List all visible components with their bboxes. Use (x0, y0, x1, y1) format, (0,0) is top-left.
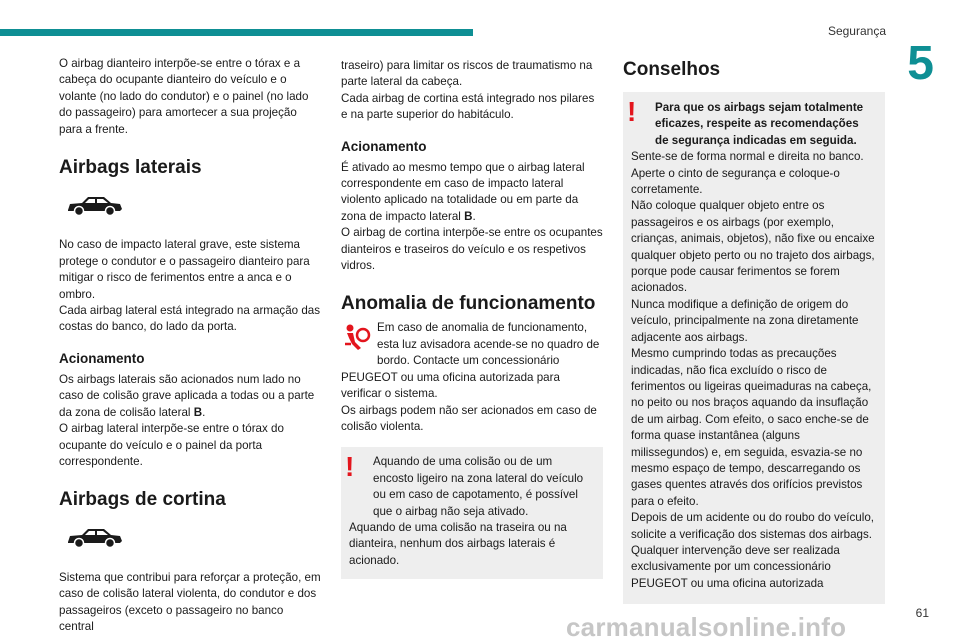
advice-p4: Nunca modifique a definição de origem do veículo, principalmente na zona diretamente adjacente aos airbags. (631, 297, 859, 344)
acionamento-laterais-text-2: O airbag lateral interpõe-se entre o tórax do ocupante do veículo e o painel da porta correspondente. (59, 422, 284, 468)
heading-acionamento-cortina: Acionamento (341, 138, 427, 154)
heading-airbags-laterais: Airbags laterais (59, 157, 202, 179)
heading-airbags-cortina: Airbags de cortina (59, 489, 226, 511)
watermark: carmanualsonline.info (566, 612, 847, 642)
notice-text-1: Aquando de uma colisão ou de um encosto ligeiro na zona lateral do veículo ou em caso de capotamento, é possível que o airbag não seja ativado. (373, 455, 584, 518)
heading-conselhos: Conselhos (623, 59, 721, 80)
section-label: Segurança (827, 24, 886, 38)
advice-p2: Aperte o cinto de segurança e coloque-o corretamente. (631, 166, 840, 197)
airbag-warning-icon (341, 322, 371, 352)
advice-p1: Sente-se de forma normal e direita no banco. (631, 150, 864, 164)
cortina-text: Sistema que contribui para reforçar a proteção, em caso de colisão lateral violenta, do condutor e dos passageiros (exceto o passageiro no banco central (59, 570, 321, 633)
advice-p5: Mesmo cumprindo todas as precauções indicadas, não fica excluído o risco de ferimentos ou ligeiras queimaduras na cabeça, no peito ou nos braços aquando da insuflação de um airbag. Com efeito, o saco enche-se de forma quase instantânea (alguns milissegundos) e, em seguida, esvazia-se no mesmo espaço de tempo, descarregando os gases quentes através dos orifícios previstos para o efeito. (631, 347, 872, 508)
header-accent-bar (0, 29, 473, 36)
car-side-icon (64, 524, 124, 550)
column-3 (623, 58, 885, 604)
cortina-cont-2: Cada airbag de cortina está integrado nos pilares e na parte superior do habitáculo. (341, 91, 595, 122)
advice-notice (623, 92, 885, 604)
anomalia-text-2: Os airbags podem não ser acionados em caso de colisão violenta. (341, 403, 597, 433)
advice-p6: Depois de um acidente ou do roubo do veículo, solicite a verificação dos sistemas dos airbags. (631, 511, 874, 541)
advice-p7: Qualquer intervenção deve ser realizada exclusivamente por um concessionário PEUGEOT ou uma oficina autorizada (631, 543, 840, 590)
lateral-text-1: No caso de impacto lateral grave, este sistema protege o condutor e o passageiro dianteiro para mitigar o risco de ferimentos entre a anca e o ombro. (59, 238, 310, 301)
car-side-icon (64, 192, 124, 218)
cortina-cont-1: traseiro) para limitar os riscos de traumatismo na parte lateral da cabeça. (341, 59, 593, 89)
lateral-text-2: Cada airbag lateral está integrado na armação das costas do banco, do lado da porta. (59, 304, 321, 334)
notice-text-2: Aquando de uma colisão na traseira ou na dianteira, nenhum dos airbags laterais é acionado. (349, 520, 567, 567)
acionamento-cortina-text-1: É ativado ao mesmo tempo que o airbag lateral correspondente em caso de impacto lateral violento aplicado na totalidade ou em parte da zona de impacto lateral B. (341, 160, 585, 223)
page-number: 61 (915, 606, 929, 620)
warning-notice (341, 447, 603, 579)
exclamation-icon: ! (627, 96, 637, 127)
chapter-number: 5 (907, 37, 934, 90)
advice-bold: Para que os airbags sejam totalmente eficazes, respeite as recomendações de segurança indicadas em seguida. (655, 101, 864, 147)
column-1 (59, 56, 321, 635)
heading-anomalia: Anomalia de funcionamento (341, 293, 596, 315)
heading-acionamento-laterais: Acionamento (59, 350, 145, 366)
column-2 (341, 58, 603, 579)
exclamation-icon: ! (345, 451, 355, 483)
intro-paragraph: O airbag dianteiro interpõe-se entre o tórax e a cabeça do ocupante dianteiro do veículo e o volante (no lado do condutor) e o painel (no lado do passageiro) para amortecer a sua projeção para a frente. (59, 57, 309, 136)
advice-p3: Não coloque qualquer objeto entre os passageiros e os airbags (por exemplo, crianças, animais, objetos), não fixe ou encaixe qualquer objeto perto ou no trajeto dos airbags, porque pode causar ferimentos se forem acionados. (631, 199, 875, 295)
acionamento-laterais-text-1: Os airbags laterais são acionados num lado no caso de colisão grave aplicada a todas ou a parte da zona de colisão lateral B. (59, 372, 315, 419)
anomalia-text-1: Em caso de anomalia de funcionamento, esta luz avisadora acende-se no quadro de bordo. Contacte um concessionário PEUGEOT ou uma oficina autorizada para verificar o sistema. (341, 321, 600, 401)
acionamento-cortina-text-2: O airbag de cortina interpõe-se entre os ocupantes dianteiros e traseiros do veículo e os respetivos vidros. (341, 226, 603, 273)
anomalia-block (341, 320, 603, 435)
